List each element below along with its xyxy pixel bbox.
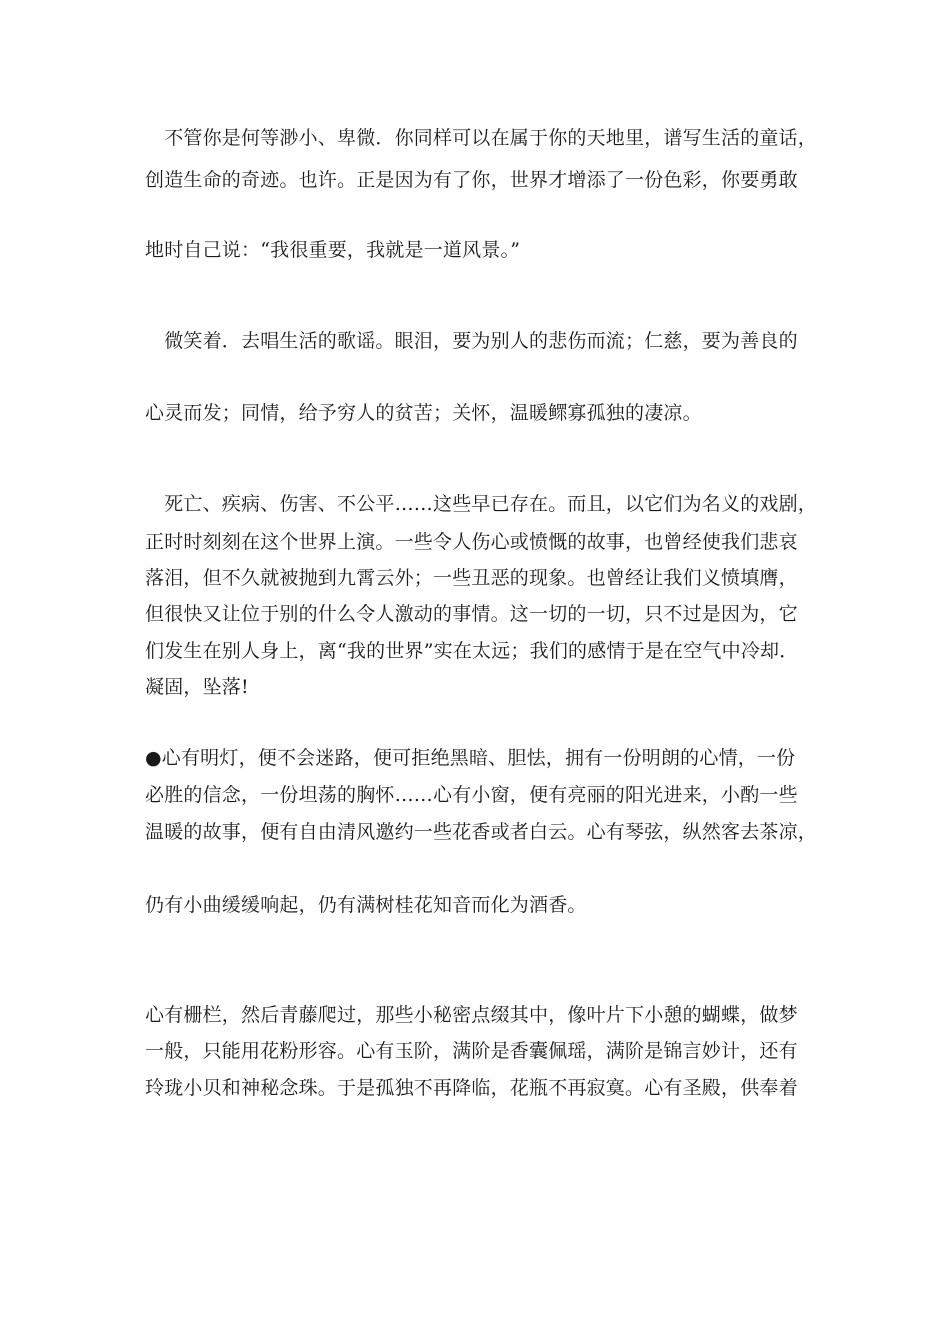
text-line: 一般，只能用花粉形容。心有玉阶，满阶是香囊佩瑶，满阶是锦言妙计，还有 [145,1040,798,1062]
text-line: 玲珑小贝和神秘念珠。于是孤独不再降临，花瓶不再寂寞。心有圣殿，供奉着 [145,1077,798,1099]
text-line: 心有栅栏，然后青藤爬过，那些小秘密点缀其中，像叶片下小憩的蝴蝶，做梦 [145,1004,798,1026]
text-line: 创造生命的奇迹。也许。正是因为有了你，世界才增添了一份色彩，你要勇敢 [145,169,798,191]
text-line: 地时自己说：“我很重要，我就是一道风景。” [145,239,521,261]
text-line: 微笑着．去唱生活的歌谣。眼泪，要为别人的悲伤而流；仁慈，要为善良的 [145,330,798,352]
text-line: 死亡、疾病、伤害、不公平……这些早已存在。而且，以它们为名义的戏剧， [145,493,818,515]
text-line: 正时时刻刻在这个世界上演。一些令人伤心或愤慨的故事，也曾经使我们悲哀 [145,531,798,553]
text-line: 温暖的故事，便有自由清风邀约一些花香或者白云。心有琴弦，纵然客去茶凉， [145,821,818,843]
text-line: 仍有小曲缓缓响起，仍有满树桂花知音而化为酒香。 [145,894,587,916]
text-line: 但很快又让位于别的什么令人激动的事情。这一切的一切，只不过是因为，它 [145,603,798,625]
text-line: 不管你是何等渺小、卑微．你同样可以在属于你的天地里，谱写生活的童话， [145,127,818,149]
text-line: 凝固，坠落! [145,676,249,698]
text-line: 心灵而发；同情，给予穷人的贫苦；关怀，温暖鳏寡孤独的凄凉。 [145,402,702,424]
text-line: 落泪，但不久就被抛到九霄云外；一些丑恶的现象。也曾经让我们义愤填膺， [145,567,798,589]
text-line: 必胜的信念，一份坦荡的胸怀……心有小窗，便有亮丽的阳光进来，小酌一些 [145,784,798,806]
text-line: 们发生在别人身上，离“我的世界”实在太远；我们的感情于是在空气中冷却． [145,640,799,662]
text-line: ●心有明灯，便不会迷路，便可拒绝黑暗、胆怯，拥有一份明朗的心情，一份 [145,747,796,769]
